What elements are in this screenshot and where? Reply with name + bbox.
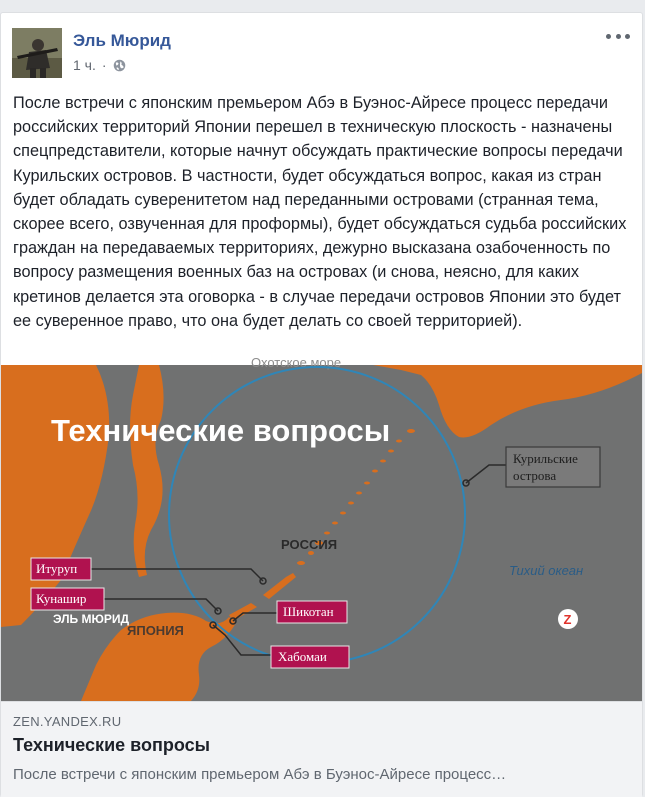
post-meta xyxy=(73,57,126,73)
shikotan-label: Шикотан xyxy=(283,604,334,619)
svg-text:Z: Z xyxy=(563,612,572,627)
post-text: После встречи с японским премьером Абэ в Буэнос-Айресе процесс передачи российских территорий Японии перешел в техническую плоскость - назначены спецпредставители, которые начнут обсуждать практические вопросы передачи Курильских островов. В частности, будет обсуждаться вопрос, какая из стран будет обладать суверенитетом над переданными островами (странная тема, скорее всего, озвученная для проформы), будет обсуждаться судьба российских граждан на передаваемых территориях, дежурно высказана озабоченность по вопросу размещения военных баз на островах (и снова, неясно, для каких кретинов делается эта оговорка - в случае передачи островов Японии это будет ее суверенное право, что она будет делать со своей территорией). xyxy=(13,94,627,330)
meta-separator: · xyxy=(101,57,107,73)
post-image[interactable] xyxy=(1,355,642,701)
ocean-label: Тихий океан xyxy=(509,563,584,578)
zen-logo-icon xyxy=(558,609,578,629)
avatar-image xyxy=(12,28,62,78)
japan-label: ЯПОНИЯ xyxy=(127,623,184,638)
sea-label: Охотское море xyxy=(251,355,342,370)
more-dot xyxy=(616,34,621,39)
kunashir-label: Кунашир xyxy=(36,591,87,606)
post-time[interactable]: 1 ч. xyxy=(73,57,96,73)
link-preview[interactable] xyxy=(1,701,642,797)
image-headline: Технические вопросы xyxy=(51,413,391,448)
post-card xyxy=(0,12,643,797)
more-dot xyxy=(625,34,630,39)
avatar[interactable] xyxy=(12,28,62,78)
link-domain: ZEN.YANDEX.RU xyxy=(13,714,122,729)
habomai-label: Хабомаи xyxy=(278,649,327,664)
link-title[interactable]: Технические вопросы xyxy=(13,735,210,755)
russia-label: РОССИЯ xyxy=(281,537,338,552)
globe-icon[interactable] xyxy=(113,59,126,72)
more-dots-icon xyxy=(606,34,611,39)
iturup-label: Итуруп xyxy=(36,561,78,576)
kurils-label-line2: острова xyxy=(513,468,557,483)
author-name[interactable]: Эль Мюрид xyxy=(73,31,171,50)
more-options-button[interactable] xyxy=(606,27,630,45)
watermark: ЭЛЬ МЮРИД xyxy=(53,612,130,626)
kurils-label-line1: Курильские xyxy=(513,451,578,466)
kuril-map xyxy=(1,355,642,701)
link-description: После встречи с японским премьером Абэ в Буэнос-Айресе процесс… xyxy=(13,766,507,783)
